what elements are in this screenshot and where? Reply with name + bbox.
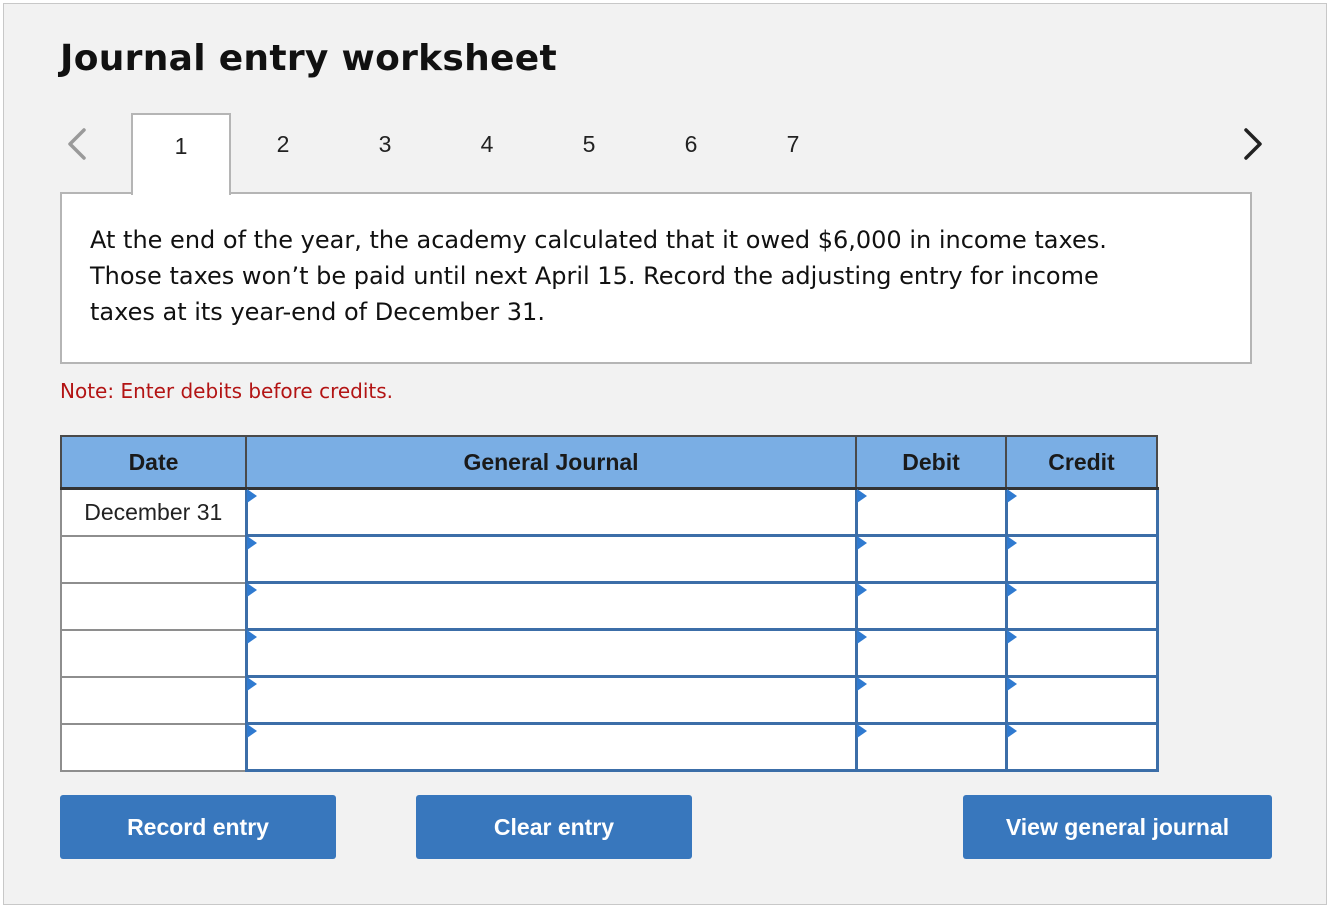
tab-2[interactable]: 2 (276, 131, 290, 157)
debit-cell (856, 630, 1006, 677)
table-row (61, 630, 1157, 677)
debit-cell (856, 536, 1006, 583)
table-row (61, 536, 1157, 583)
tab-5[interactable]: 5 (582, 131, 596, 157)
debit-input[interactable] (858, 678, 1005, 722)
credit-cell (1006, 677, 1157, 724)
tab-7[interactable]: 7 (786, 131, 800, 157)
debit-cell (856, 583, 1006, 630)
credit-input[interactable] (1008, 490, 1156, 534)
note-text: Note: Enter debits before credits. (60, 379, 394, 403)
credit-cell (1006, 489, 1157, 536)
debit-input[interactable] (858, 631, 1005, 675)
clear-entry-button[interactable]: Clear entry (416, 795, 692, 859)
account-input[interactable] (248, 631, 855, 675)
date-cell (61, 536, 246, 583)
table-row (61, 724, 1157, 771)
account-cell (246, 677, 856, 724)
page-title: Journal entry worksheet (60, 38, 557, 79)
account-input[interactable] (248, 490, 855, 534)
credit-cell (1006, 583, 1157, 630)
account-input[interactable] (248, 678, 855, 722)
table-row (61, 489, 1157, 536)
credit-input[interactable] (1008, 537, 1156, 581)
table-row (61, 583, 1157, 630)
date-header: Date (61, 436, 246, 489)
credit-input[interactable] (1008, 584, 1156, 628)
credit-cell (1006, 630, 1157, 677)
account-cell (246, 536, 856, 583)
question-text: At the end of the year, the academy calculated that it owed $6,000 in income taxes. Those taxes won’t be paid until next April 15. Record the adjusting entry for income taxes at its year-end of December 31. (90, 226, 1107, 326)
tab-1[interactable]: 1 (131, 113, 231, 195)
date-cell (61, 583, 246, 630)
account-input[interactable] (248, 537, 855, 581)
debit-input[interactable] (858, 725, 1005, 769)
credit-input[interactable] (1008, 725, 1156, 769)
date-cell (61, 677, 246, 724)
credit-cell (1006, 536, 1157, 583)
date-cell: December 31 (61, 489, 246, 536)
tab-4[interactable]: 4 (480, 131, 494, 157)
debit-cell (856, 677, 1006, 724)
table-row (61, 677, 1157, 724)
chevron-left-icon[interactable] (58, 124, 94, 164)
debit-input[interactable] (858, 584, 1005, 628)
record-entry-button[interactable]: Record entry (60, 795, 336, 859)
credit-input[interactable] (1008, 631, 1156, 675)
account-input[interactable] (248, 725, 855, 769)
account-input[interactable] (248, 584, 855, 628)
credit-header: Credit (1006, 436, 1157, 489)
question-box (60, 192, 1252, 364)
tab-6[interactable]: 6 (684, 131, 698, 157)
debit-header: Debit (856, 436, 1006, 489)
journal-table (60, 435, 1159, 772)
date-cell (61, 630, 246, 677)
date-cell (61, 724, 246, 771)
chevron-right-icon[interactable] (1236, 124, 1272, 164)
account-cell (246, 489, 856, 536)
view-general-journal-button[interactable]: View general journal (963, 795, 1272, 859)
debit-input[interactable] (858, 537, 1005, 581)
credit-cell (1006, 724, 1157, 771)
tab-3[interactable]: 3 (378, 131, 392, 157)
account-cell (246, 724, 856, 771)
debit-cell (856, 489, 1006, 536)
debit-input[interactable] (858, 490, 1005, 534)
journal-header-row (61, 436, 1157, 489)
account-cell (246, 630, 856, 677)
account-cell (246, 583, 856, 630)
general-journal-header: General Journal (246, 436, 856, 489)
debit-cell (856, 724, 1006, 771)
credit-input[interactable] (1008, 678, 1156, 722)
